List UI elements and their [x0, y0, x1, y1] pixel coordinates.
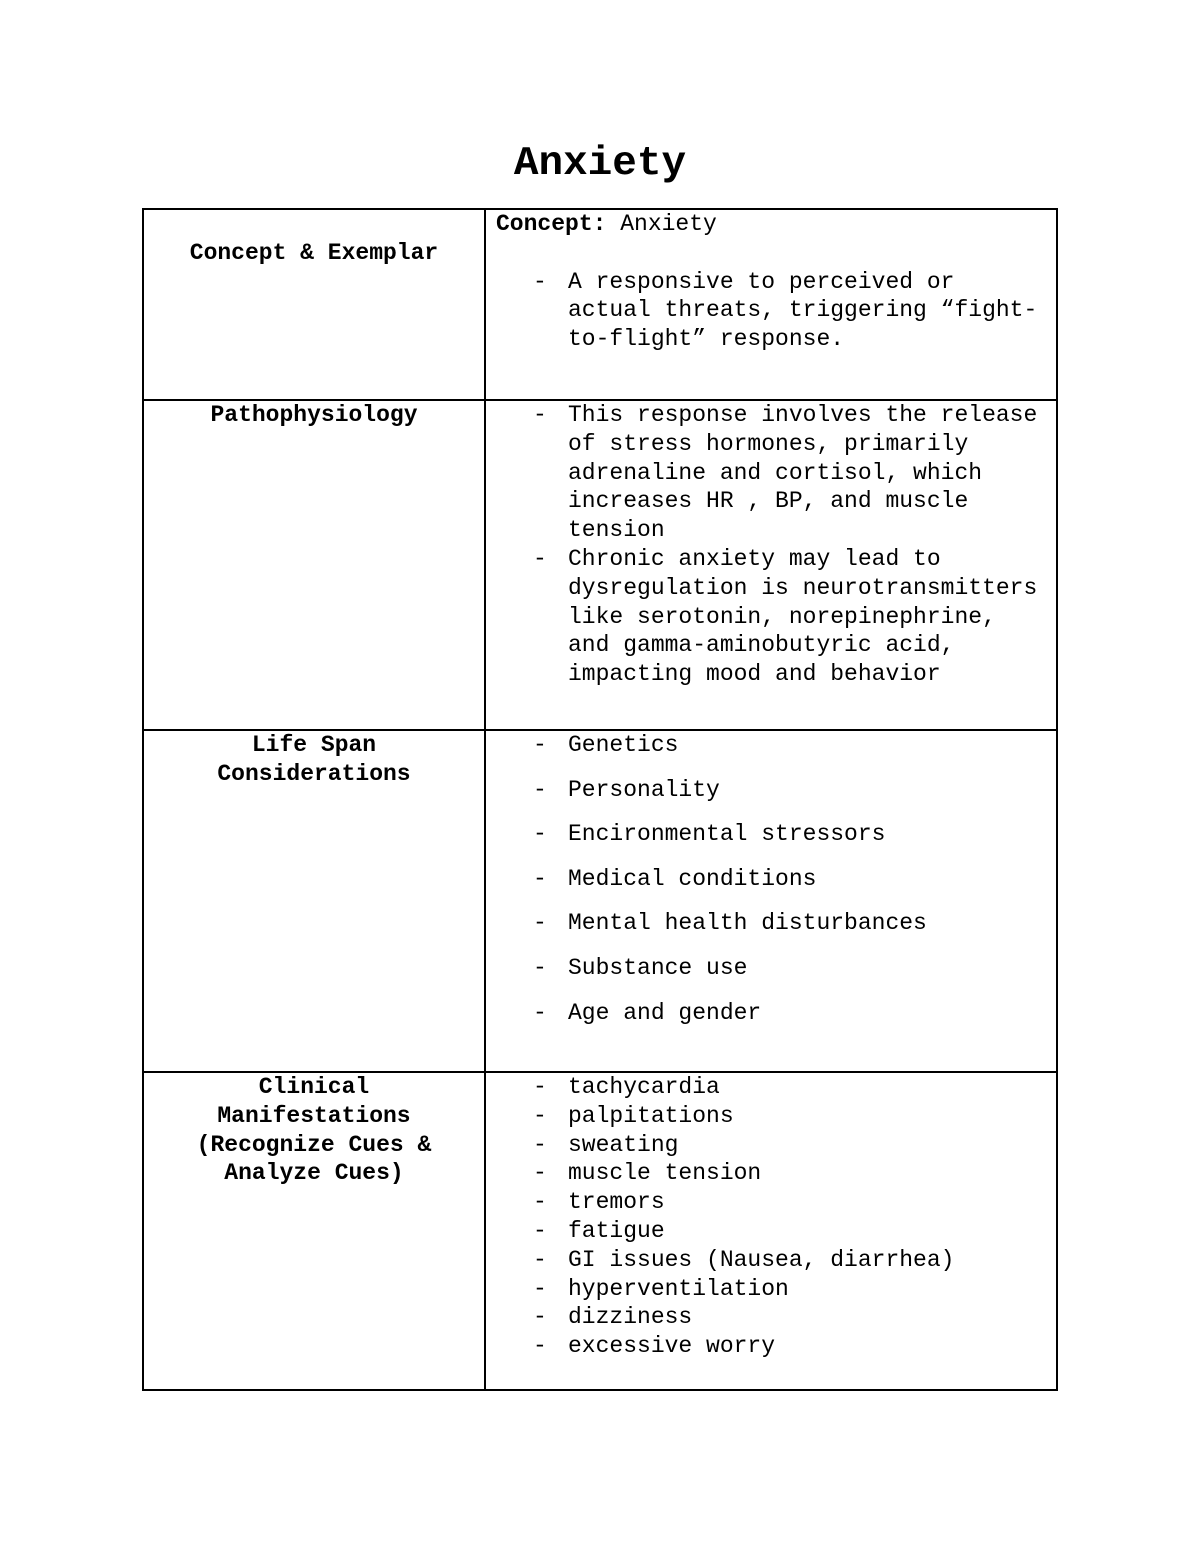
concept-key: Concept:	[496, 211, 607, 237]
list-item: - hyperventilation	[533, 1275, 1040, 1304]
row-label-line: Clinical	[258, 1074, 370, 1100]
row-label-line: Considerations	[217, 760, 411, 787]
table-row-clinical-manifestations	[143, 1072, 1057, 1390]
row-content-cell	[485, 400, 1057, 730]
list-item: - This response involves the release of stress hormones, primarily adrenaline and cortisol, which increases HR , BP, and muscle tension	[533, 401, 1040, 545]
list-item: - excessive worry	[533, 1332, 1040, 1361]
row-content-cell	[485, 1072, 1057, 1390]
list-item: - Mental health disturbances	[533, 909, 1040, 938]
row-label-cell	[143, 730, 485, 1072]
row-label-line: Analyze Cues)	[224, 1160, 404, 1187]
list-item: - GI issues (Nausea, diarrhea)	[533, 1246, 1040, 1275]
row-label-cell	[143, 209, 485, 400]
clinical-manifestations-list	[496, 1073, 1040, 1361]
row-label-line: Life Span	[251, 732, 377, 758]
row-label-line: (Recognize Cues &	[196, 1131, 432, 1158]
concept-map-table	[142, 208, 1058, 1391]
row-content-cell	[485, 730, 1057, 1072]
life-span-list	[496, 731, 1040, 1027]
list-item: - Medical conditions	[533, 865, 1040, 894]
list-item: - Substance use	[533, 954, 1040, 983]
list-item: - muscle tension	[533, 1159, 1040, 1188]
row-label-line: Manifestations	[217, 1102, 411, 1129]
pathophysiology-list	[496, 401, 1040, 689]
row-label: Pathophysiology	[210, 402, 418, 428]
list-item: - tremors	[533, 1188, 1040, 1217]
list-item: - palpitations	[533, 1102, 1040, 1131]
concept-value: Anxiety	[606, 211, 717, 237]
table-row-life-span	[143, 730, 1057, 1072]
table-row-pathophysiology	[143, 400, 1057, 730]
concept-line	[496, 210, 1040, 239]
list-item: - A responsive to perceived or actual threats, triggering “fight-to-flight” response.	[533, 268, 1040, 354]
concept-definition-list	[496, 268, 1040, 354]
list-item: - Genetics	[533, 731, 1040, 760]
list-item: - dizziness	[533, 1303, 1040, 1332]
row-label-cell	[143, 1072, 485, 1390]
row-label: Concept & Exemplar	[189, 240, 439, 266]
list-item: - sweating	[533, 1131, 1040, 1160]
list-item: - Encironmental stressors	[533, 820, 1040, 849]
row-content-cell	[485, 209, 1057, 400]
table-row-concept-exemplar	[143, 209, 1057, 400]
list-item: - tachycardia	[533, 1073, 1040, 1102]
list-item: - Age and gender	[533, 999, 1040, 1028]
list-item: - Chronic anxiety may lead to dysregulation is neurotransmitters like serotonin, norepinephrine, and gamma-aminobutyric acid, impacting mood and behavior	[533, 545, 1040, 689]
list-item: - Personality	[533, 776, 1040, 805]
row-label-cell	[143, 400, 485, 730]
page-title: Anxiety	[513, 141, 687, 187]
list-item: - fatigue	[533, 1217, 1040, 1246]
